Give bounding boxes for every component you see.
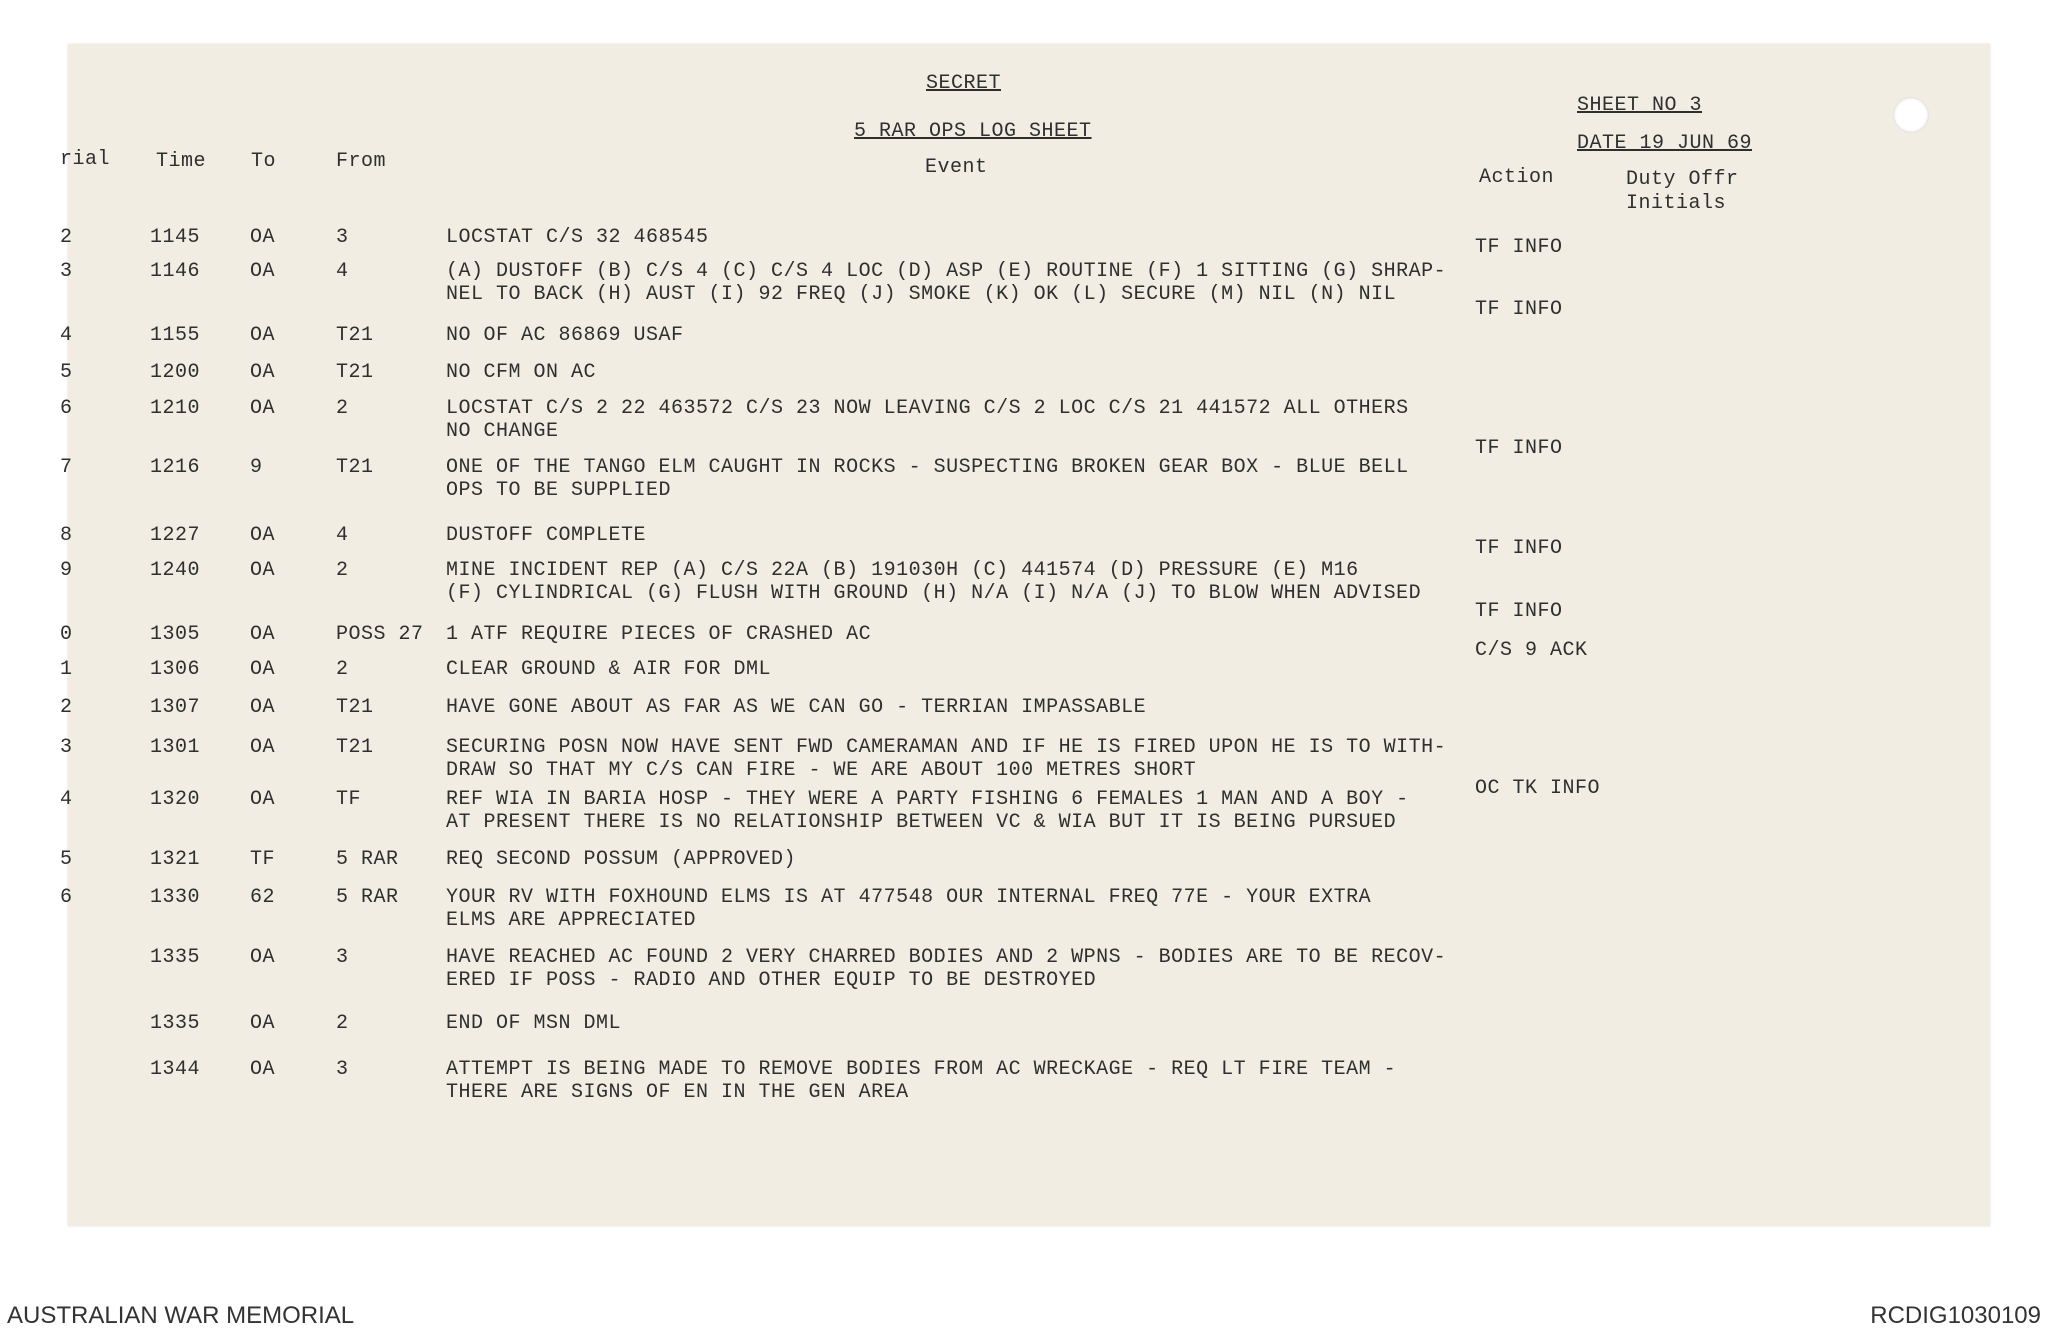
log-row-from: 2 — [336, 559, 349, 582]
log-row-time: 1210 — [150, 397, 201, 420]
log-row-serial: 0 — [60, 623, 73, 646]
log-row-to: OA — [250, 524, 276, 547]
log-row-from: 2 — [336, 397, 349, 420]
log-row-from: 3 — [336, 226, 349, 249]
log-row-action: TF INFO — [1475, 600, 1563, 623]
log-row-serial: 9 — [60, 559, 73, 582]
document-title: 5 RAR OPS LOG SHEET — [854, 120, 1092, 143]
footer-reference: RCDIG1030109 — [1870, 1302, 2041, 1329]
log-row-serial: 4 — [60, 788, 73, 811]
log-row-to: OA — [250, 736, 276, 759]
col-header-serial: rial — [60, 148, 111, 171]
log-row-from: 2 — [336, 658, 349, 681]
log-row-time: 1146 — [150, 260, 201, 283]
log-row-time: 1330 — [150, 886, 201, 909]
col-header-action: Action — [1479, 166, 1555, 189]
col-header-from: From — [336, 150, 387, 173]
log-row-event: NO CFM ON AC — [446, 361, 597, 384]
log-row-from: T21 — [336, 324, 374, 347]
log-row-serial: 6 — [60, 397, 73, 420]
log-row-event: (A) DUSTOFF (B) C/S 4 (C) C/S 4 LOC (D) ASP (E) ROUTINE (F) 1 SITTING (G) SHRAP- NEL TO BACK (H) AUST (I) 92 FREQ (J) SMOKE (K) OK (L) SECURE (M) NIL (N) NIL — [446, 260, 1447, 306]
log-row-from: 2 — [336, 1012, 349, 1035]
log-row-serial: 7 — [60, 456, 73, 479]
log-row-time: 1335 — [150, 946, 201, 969]
log-row-event: LOCSTAT C/S 2 22 463572 C/S 23 NOW LEAVING C/S 2 LOC C/S 21 441572 ALL OTHERS NO CHANGE — [446, 397, 1409, 443]
log-row-event: CLEAR GROUND & AIR FOR DML — [446, 658, 772, 681]
log-row-event: SECURING POSN NOW HAVE SENT FWD CAMERAMAN AND IF HE IS FIRED UPON HE IS TO WITH- DRAW SO THAT MY C/S CAN FIRE - WE ARE ABOUT 100 METRES SHORT — [446, 736, 1447, 782]
log-row-to: OA — [250, 1012, 276, 1035]
log-row-time: 1227 — [150, 524, 201, 547]
log-row-event: YOUR RV WITH FOXHOUND ELMS IS AT 477548 OUR INTERNAL FREQ 77E - YOUR EXTRA ELMS ARE APPRECIATED — [446, 886, 1372, 932]
log-row-from: 3 — [336, 946, 349, 969]
log-row-serial: 2 — [60, 226, 73, 249]
log-row-from: 5 RAR — [336, 848, 399, 871]
log-row-from: TF — [336, 788, 362, 811]
log-row-time: 1145 — [150, 226, 201, 249]
log-row-event: 1 ATF REQUIRE PIECES OF CRASHED AC — [446, 623, 872, 646]
col-header-duty-offr: Duty Offr — [1626, 168, 1739, 191]
log-row-event: LOCSTAT C/S 32 468545 — [446, 226, 709, 249]
log-row-time: 1301 — [150, 736, 201, 759]
log-row-time: 1305 — [150, 623, 201, 646]
log-row-to: OA — [250, 658, 276, 681]
log-row-from: T21 — [336, 696, 374, 719]
log-row-from: T21 — [336, 456, 374, 479]
log-sheet — [60, 44, 1990, 1226]
log-row-to: OA — [250, 324, 276, 347]
sheet-date: DATE 19 JUN 69 — [1577, 132, 1753, 155]
col-header-initials: Initials — [1626, 192, 1727, 215]
log-row-from: 5 RAR — [336, 886, 399, 909]
log-row-time: 1155 — [150, 324, 201, 347]
log-row-to: OA — [250, 696, 276, 719]
log-row-to: OA — [250, 1058, 276, 1081]
log-row-from: 4 — [336, 524, 349, 547]
col-header-event: Event — [925, 156, 988, 179]
log-row-time: 1240 — [150, 559, 201, 582]
log-row-time: 1200 — [150, 361, 201, 384]
log-row-serial: 3 — [60, 260, 73, 283]
log-row-from: T21 — [336, 361, 374, 384]
log-row-time: 1307 — [150, 696, 201, 719]
log-row-serial: 3 — [60, 736, 73, 759]
classification-heading: SECRET — [926, 72, 1002, 95]
log-row-time: 1335 — [150, 1012, 201, 1035]
log-row-time: 1321 — [150, 848, 201, 871]
log-row-to: OA — [250, 559, 276, 582]
log-row-to: OA — [250, 226, 276, 249]
log-row-serial: 6 — [60, 886, 73, 909]
log-row-from: T21 — [336, 736, 374, 759]
log-row-to: OA — [250, 260, 276, 283]
log-row-action: TF INFO — [1475, 236, 1563, 259]
log-row-event: REF WIA IN BARIA HOSP - THEY WERE A PARTY FISHING 6 FEMALES 1 MAN AND A BOY - AT PRESENT THERE IS NO RELATIONSHIP BETWEEN VC & WIA BUT IT IS BEING PURSUED — [446, 788, 1409, 834]
footer-archive: AUSTRALIAN WAR MEMORIAL — [7, 1302, 355, 1329]
log-row-time: 1320 — [150, 788, 201, 811]
log-row-to: OA — [250, 361, 276, 384]
log-row-action: TF INFO — [1475, 298, 1563, 321]
log-row-to: OA — [250, 623, 276, 646]
log-row-to: OA — [250, 946, 276, 969]
col-header-to: To — [251, 150, 277, 173]
log-row-event: DUSTOFF COMPLETE — [446, 524, 647, 547]
log-row-to: 9 — [250, 456, 263, 479]
log-row-from: POSS 27 — [336, 623, 424, 646]
col-header-time: Time — [156, 150, 207, 173]
log-row-serial: 2 — [60, 696, 73, 719]
punch-hole — [1893, 97, 1929, 133]
log-row-from: 3 — [336, 1058, 349, 1081]
log-row-action: OC TK INFO — [1475, 777, 1601, 800]
log-row-to: TF — [250, 848, 276, 871]
log-row-event: HAVE GONE ABOUT AS FAR AS WE CAN GO - TERRIAN IMPASSABLE — [446, 696, 1147, 719]
log-row-time: 1306 — [150, 658, 201, 681]
log-row-to: OA — [250, 397, 276, 420]
log-row-event: NO OF AC 86869 USAF — [446, 324, 684, 347]
log-row-to: 62 — [250, 886, 276, 909]
log-row-event: REQ SECOND POSSUM (APPROVED) — [446, 848, 797, 871]
log-row-event: END OF MSN DML — [446, 1012, 622, 1035]
log-row-serial: 5 — [60, 361, 73, 384]
log-row-to: OA — [250, 788, 276, 811]
log-row-serial: 1 — [60, 658, 73, 681]
log-row-event: ATTEMPT IS BEING MADE TO REMOVE BODIES FROM AC WRECKAGE - REQ LT FIRE TEAM - THERE ARE SIGNS OF EN IN THE GEN AREA — [446, 1058, 1397, 1104]
log-row-action: TF INFO — [1475, 437, 1563, 460]
sheet-number: SHEET NO 3 — [1577, 94, 1703, 117]
log-row-serial: 8 — [60, 524, 73, 547]
log-row-time: 1344 — [150, 1058, 201, 1081]
log-row-serial: 5 — [60, 848, 73, 871]
log-row-serial: 4 — [60, 324, 73, 347]
log-row-event: MINE INCIDENT REP (A) C/S 22A (B) 191030H (C) 441574 (D) PRESSURE (E) M16 (F) CYLINDRICAL (G) FLUSH WITH GROUND (H) N/A (I) N/A (J) TO BLOW WHEN ADVISED — [446, 559, 1422, 605]
log-row-action: TF INFO — [1475, 537, 1563, 560]
log-row-from: 4 — [336, 260, 349, 283]
log-row-time: 1216 — [150, 456, 201, 479]
log-row-action: C/S 9 ACK — [1475, 639, 1588, 662]
log-row-event: HAVE REACHED AC FOUND 2 VERY CHARRED BODIES AND 2 WPNS - BODIES ARE TO BE RECOV- ERED IF POSS - RADIO AND OTHER EQUIP TO BE DESTROYED — [446, 946, 1447, 992]
log-row-event: ONE OF THE TANGO ELM CAUGHT IN ROCKS - SUSPECTING BROKEN GEAR BOX - BLUE BELL OPS TO BE SUPPLIED — [446, 456, 1409, 502]
